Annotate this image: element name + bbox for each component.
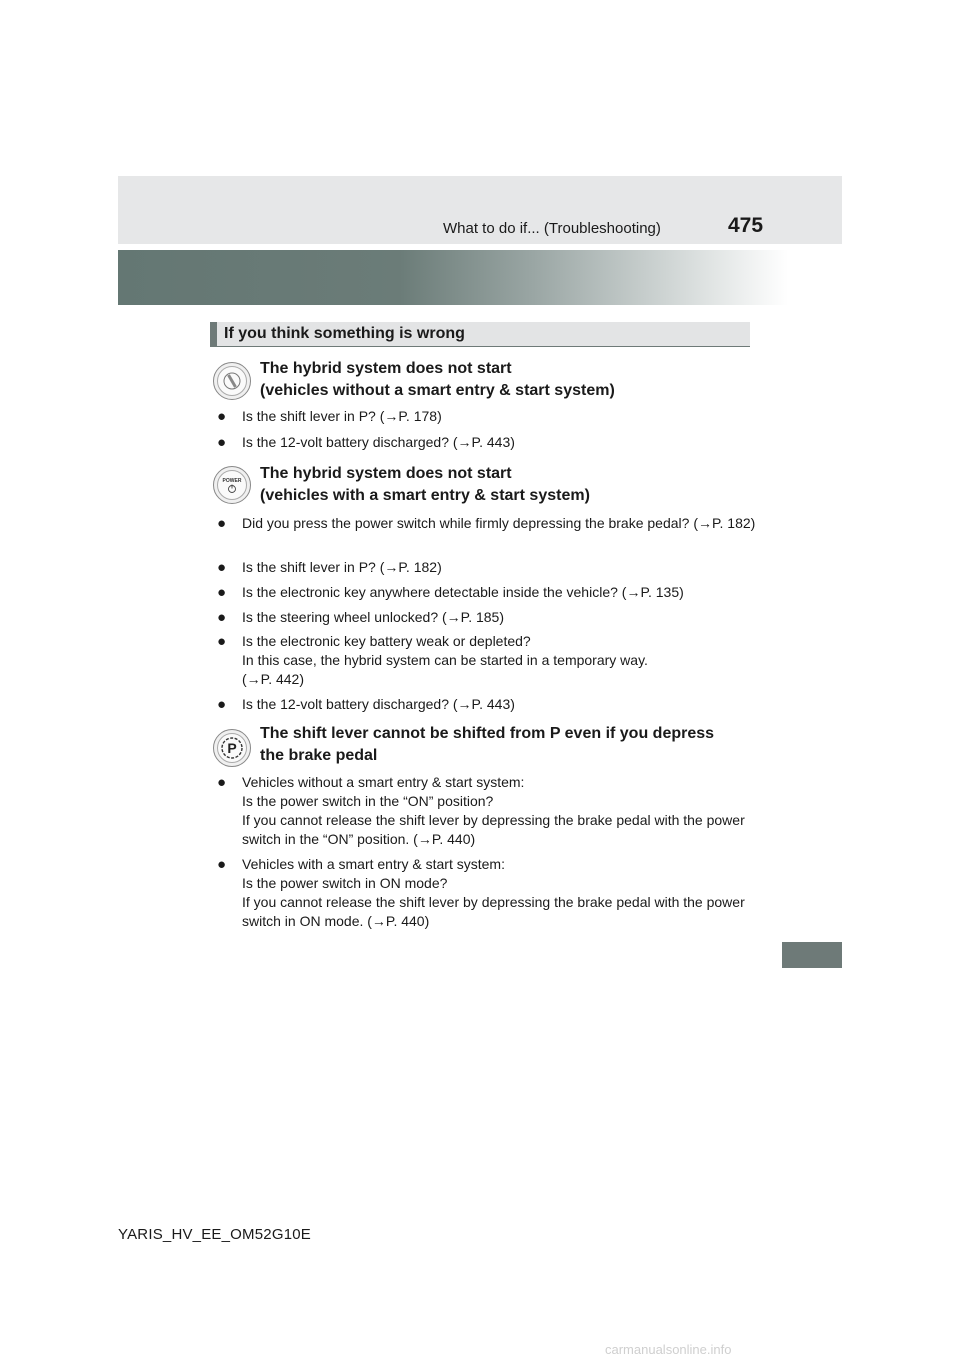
problem-heading-no-start-smart-entry [260, 463, 590, 507]
problem-heading-shift-lever [260, 723, 750, 767]
park-label: P [227, 740, 237, 756]
heading-line-2: (vehicles without a smart entry & start system) [260, 382, 615, 399]
bullet-icon: ● [217, 584, 227, 601]
list-item-text: Is the shift lever in P? (→P. 182) [242, 559, 442, 575]
bullet-icon: ● [217, 434, 227, 451]
document-code: YARIS_HV_EE_OM52G10E [118, 1226, 311, 1243]
heading-line-1: The hybrid system does not start [260, 360, 512, 377]
heading-line-1: The shift lever cannot be shifted from P even if you depress [260, 725, 715, 742]
power-switch-icon [213, 466, 251, 504]
bullet-icon: ● [217, 408, 227, 425]
park-gear-icon [213, 729, 251, 767]
chapter-band [118, 250, 788, 305]
bullet-icon: ● [217, 515, 227, 532]
heading-line-2: the brake pedal [260, 747, 378, 764]
list-item-text: Is the 12-volt battery discharged? (→P. 443) [242, 696, 515, 712]
subsection-title: If you think something is wrong [224, 325, 465, 342]
heading-line-1: The hybrid system does not start [260, 465, 512, 482]
power-switch-label: POWER [222, 478, 242, 484]
list-item-text: Is the 12-volt battery discharged? (→P. 443) [242, 434, 515, 450]
list-item-text: Is the electronic key anywhere detectable inside the vehicle? (→P. 135) [242, 584, 684, 600]
subsection-header [210, 322, 750, 347]
bullet-icon: ● [217, 633, 227, 650]
bullet-icon: ● [217, 774, 227, 791]
list-item-text: Is the electronic key battery weak or depleted? In this case, the hybrid system can be started in a temporary way. (→P. 442) [242, 633, 648, 687]
list-item-text: Did you press the power switch while firmly depressing the brake pedal? (→P. 182) [242, 515, 756, 531]
list-item-text: Vehicles with a smart entry & start system: Is the power switch in ON mode? If you cannot release the shift lever by depressing the brake pedal with the power switch in ON mode. (→P. 440) [242, 856, 745, 929]
bullet-icon: ● [217, 609, 227, 626]
list-item-text: Is the steering wheel unlocked? (→P. 185) [242, 609, 505, 625]
bullet-icon: ● [217, 559, 227, 576]
bullet-icon: ● [217, 856, 227, 873]
chapter-side-tab [782, 942, 842, 968]
heading-line-2: (vehicles with a smart entry & start system) [260, 487, 590, 504]
list-item-text: Vehicles without a smart entry & start system: Is the power switch in the “ON” position? If you cannot release the shift lever by depressing the brake pedal with the power switch in the “ON” position. (→P. 440) [242, 774, 745, 847]
list-item-text: Is the shift lever in P? (→P. 178) [242, 408, 442, 424]
page-number: 475 [728, 214, 764, 237]
problem-heading-no-start-no-smart-entry [260, 358, 615, 402]
bullet-icon: ● [217, 696, 227, 713]
key-cylinder-icon [213, 362, 251, 400]
watermark: carmanualsonline.info [605, 1342, 732, 1357]
section-title: What to do if... (Troubleshooting) [443, 220, 661, 237]
